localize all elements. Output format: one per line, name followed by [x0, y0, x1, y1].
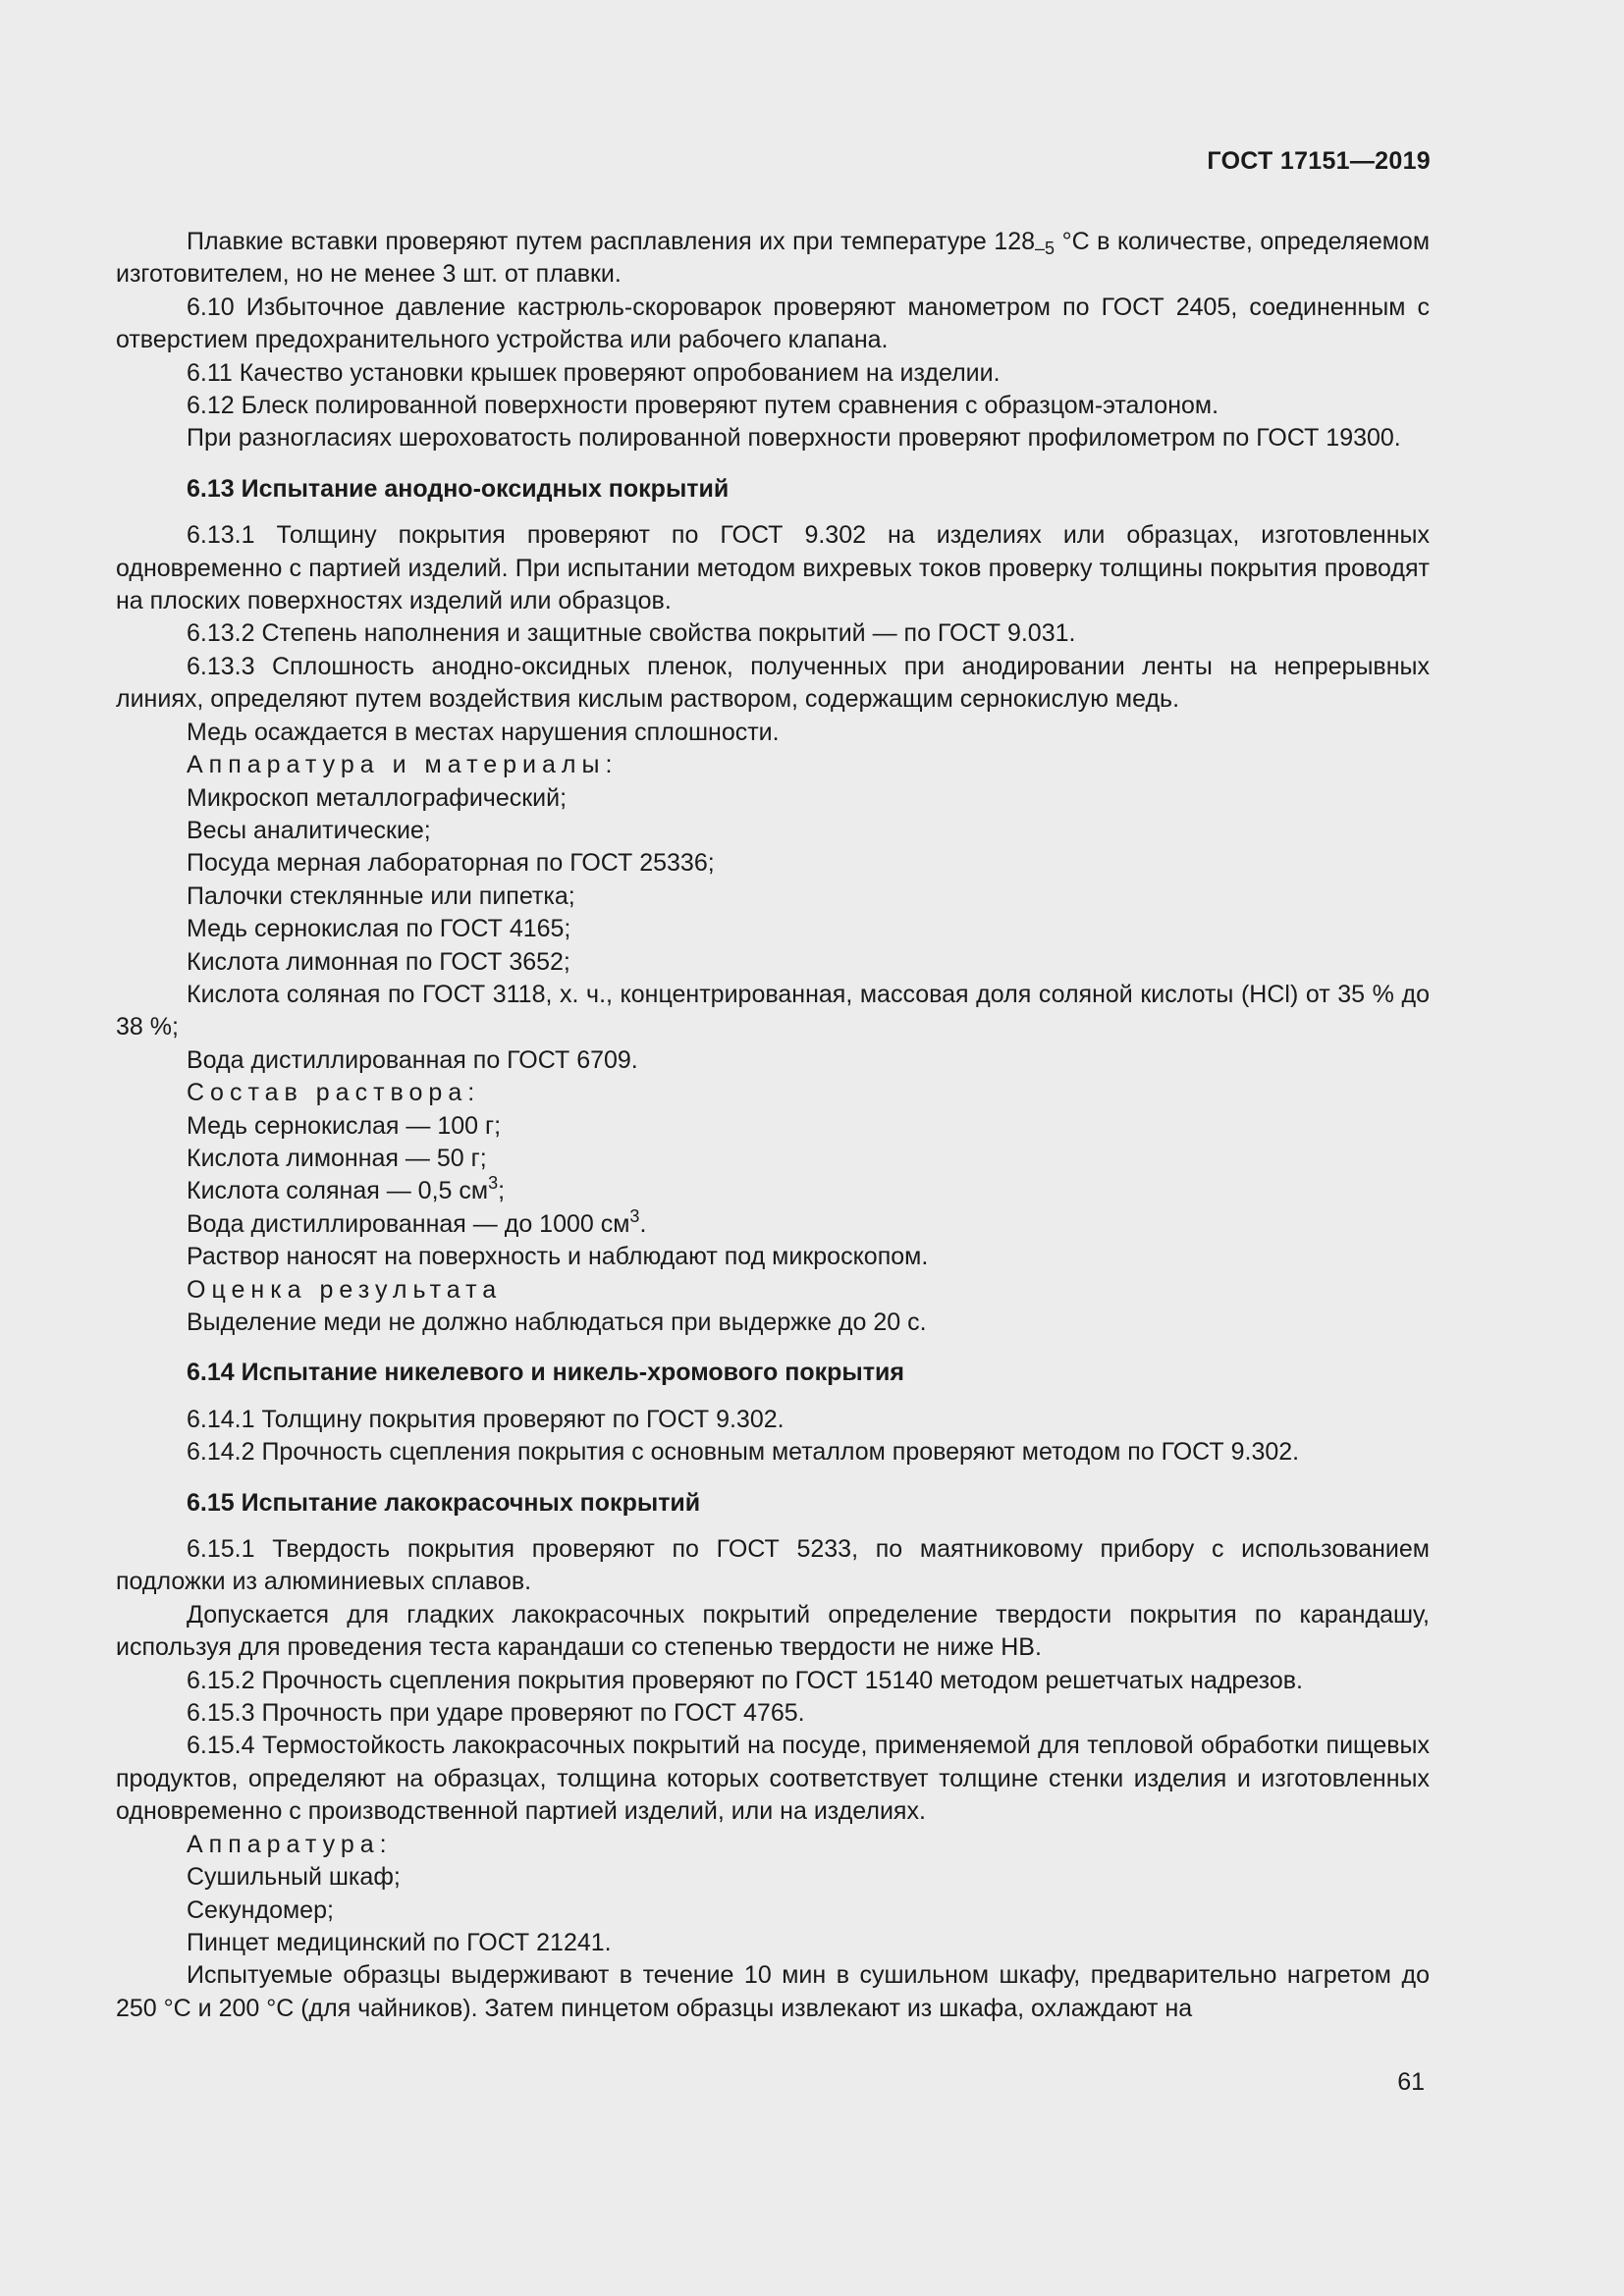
paragraph-apply-solution: Раствор наносят на поверхность и наблюдают под микроскопом.	[187, 1243, 929, 1271]
paragraph-6-15-1-pencil: Допускается для гладких лакокрасочных покрытий определение твердости покрытия по карандашу, используя для проведения теста карандаши со степенью твердости не ниже НВ.	[116, 1600, 1430, 1662]
text-run: Кислота соляная — 0,5 см	[187, 1177, 489, 1205]
paragraph-6-12: 6.12 Блеск полированной поверхности проверяют путем сравнения с образцом-эталоном.	[187, 392, 1219, 420]
list-item: Медь сернокислая по ГОСТ 4165;	[187, 915, 571, 943]
superscript: 3	[488, 1173, 499, 1194]
paragraph-6-15-3: 6.15.3 Прочность при ударе проверяют по ГОСТ 4765.	[187, 1699, 805, 1728]
list-item: Вода дистиллированная по ГОСТ 6709.	[187, 1045, 638, 1074]
section-heading-6-15: 6.15 Испытание лакокрасочных покрытий	[187, 1488, 701, 1517]
page-number: 61	[1397, 2068, 1425, 2096]
paragraph-6-11: 6.11 Качество установки крышек проверяют опробованием на изделии.	[187, 358, 1001, 387]
paragraph-6-14-2: 6.14.2 Прочность сцепления покрытия с основным металлом проверяют методом по ГОСТ 9.302.	[187, 1438, 1300, 1467]
paragraph-6-13-3: 6.13.3 Сплошность анодно-оксидных пленок, полученных при анодировании ленты на непрерывных линиях, определяют путем воздействия кислым раствором, содержащим сернокислую медь.	[116, 652, 1430, 714]
paragraph-6-12-disagreement: При разногласиях шероховатость полированной поверхности проверяют профилометром по ГОСТ 19300.	[187, 424, 1401, 453]
list-item: Сушильный шкаф;	[187, 1863, 401, 1892]
list-item	[116, 1175, 1430, 1207]
paragraph-6-15-4: 6.15.4 Термостойкость лакокрасочных покрытий на посуде, применяемой для тепловой обработки пищевых продуктов, определяют на образцах, толщина которых соответствует толщине стенки изделия и изготовленных одновременно с производственной партией изделий, или на изделиях.	[116, 1732, 1430, 1826]
spaced-label: Аппаратура	[187, 1830, 380, 1858]
paragraph-test-procedure: Испытуемые образцы выдерживают в течение 10 мин в сушильном шкафу, предварительно нагретом до 250 °С и 200 °С (для чайников). Затем пинцетом образцы извлекают из шкафа, охлаждают на	[116, 1961, 1430, 2022]
text-run: °С в количестве, определяемом изготовителем, но не менее 3 шт. от плавки.	[116, 228, 1431, 289]
paragraph-result: Выделение меди не должно наблюдаться при выдержке до 20 с.	[187, 1308, 927, 1336]
subheading-apparatus	[116, 1829, 1430, 1861]
list-item: Посуда мерная лабораторная по ГОСТ 25336;	[187, 849, 715, 878]
text-run: Плавкие вставки проверяют путем расплавления их при температуре 128	[187, 228, 1036, 255]
paragraph-6-15-1: 6.15.1 Твердость покрытия проверяют по ГОСТ 5233, по маятниковому прибору с использованием подложки из алюминиевых сплавов.	[116, 1535, 1430, 1596]
colon: :	[467, 1079, 475, 1107]
spaced-label: Оценка результата	[187, 1275, 503, 1304]
subheading-result-evaluation	[116, 1274, 1430, 1307]
spaced-label: Состав раствора	[187, 1079, 468, 1107]
colon: :	[605, 751, 613, 779]
list-item: Микроскоп металлографический;	[187, 783, 568, 812]
list-item: Весы аналитические;	[187, 816, 431, 844]
paragraph-6-13-2: 6.13.2 Степень наполнения и защитные свойства покрытий — по ГОСТ 9.031.	[187, 619, 1076, 648]
list-item: Пинцет медицинский по ГОСТ 21241.	[187, 1928, 612, 1956]
paragraph-fuse-inserts	[116, 226, 1430, 292]
text-run: .	[639, 1209, 647, 1238]
paragraph-copper-deposit: Медь осаждается в местах нарушения сплошности.	[187, 718, 780, 746]
list-item: Медь сернокислая — 100 г;	[187, 1111, 502, 1140]
document-header: ГОСТ 17151—2019	[1207, 147, 1431, 175]
section-heading-6-13: 6.13 Испытание анодно-оксидных покрытий	[187, 474, 730, 503]
list-item: Секундомер;	[187, 1896, 334, 1924]
list-item: Кислота лимонная по ГОСТ 3652;	[187, 947, 570, 976]
spaced-label: Аппаратура и материалы	[187, 751, 606, 779]
subheading-apparatus-materials	[116, 749, 1430, 781]
paragraph-6-14-1: 6.14.1 Толщину покрытия проверяют по ГОСТ 9.302.	[187, 1405, 785, 1433]
list-item: Палочки стеклянные или пипетка;	[187, 881, 575, 910]
superscript: 3	[629, 1205, 640, 1226]
text-run: ;	[498, 1177, 506, 1205]
section-heading-6-14: 6.14 Испытание никелевого и никель-хромового покрытия	[187, 1359, 904, 1387]
text-run: Вода дистиллированная — до 1000 см	[187, 1209, 630, 1238]
list-item	[116, 1205, 1430, 1241]
paragraph-6-13-1: 6.13.1 Толщину покрытия проверяют по ГОСТ 9.302 на изделиях или образцах, изготовленных одновременно с партией изделий. При испытании методом вихревых токов проверку толщины покрытия проводят на плоских поверхностях изделий или образцов.	[116, 521, 1430, 615]
list-item: Кислота лимонная — 50 г;	[187, 1144, 487, 1172]
colon: :	[379, 1830, 387, 1858]
list-item-hcl: Кислота соляная по ГОСТ 3118, х. ч., концентрированная, массовая доля соляной кислоты (HCl) от 35 % до 38 %;	[116, 980, 1430, 1041]
document-body	[116, 226, 1430, 2025]
subscript-tolerance: –5	[1035, 239, 1056, 258]
paragraph-6-10: 6.10 Избыточное давление кастрюль-скороварок проверяют манометром по ГОСТ 2405, соединенным с отверстием предохранительного устройства или рабочего клапана.	[116, 293, 1430, 354]
subheading-solution-composition	[116, 1077, 1430, 1109]
paragraph-6-15-2: 6.15.2 Прочность сцепления покрытия проверяют по ГОСТ 15140 методом решетчатых надрезов.	[187, 1666, 1303, 1694]
